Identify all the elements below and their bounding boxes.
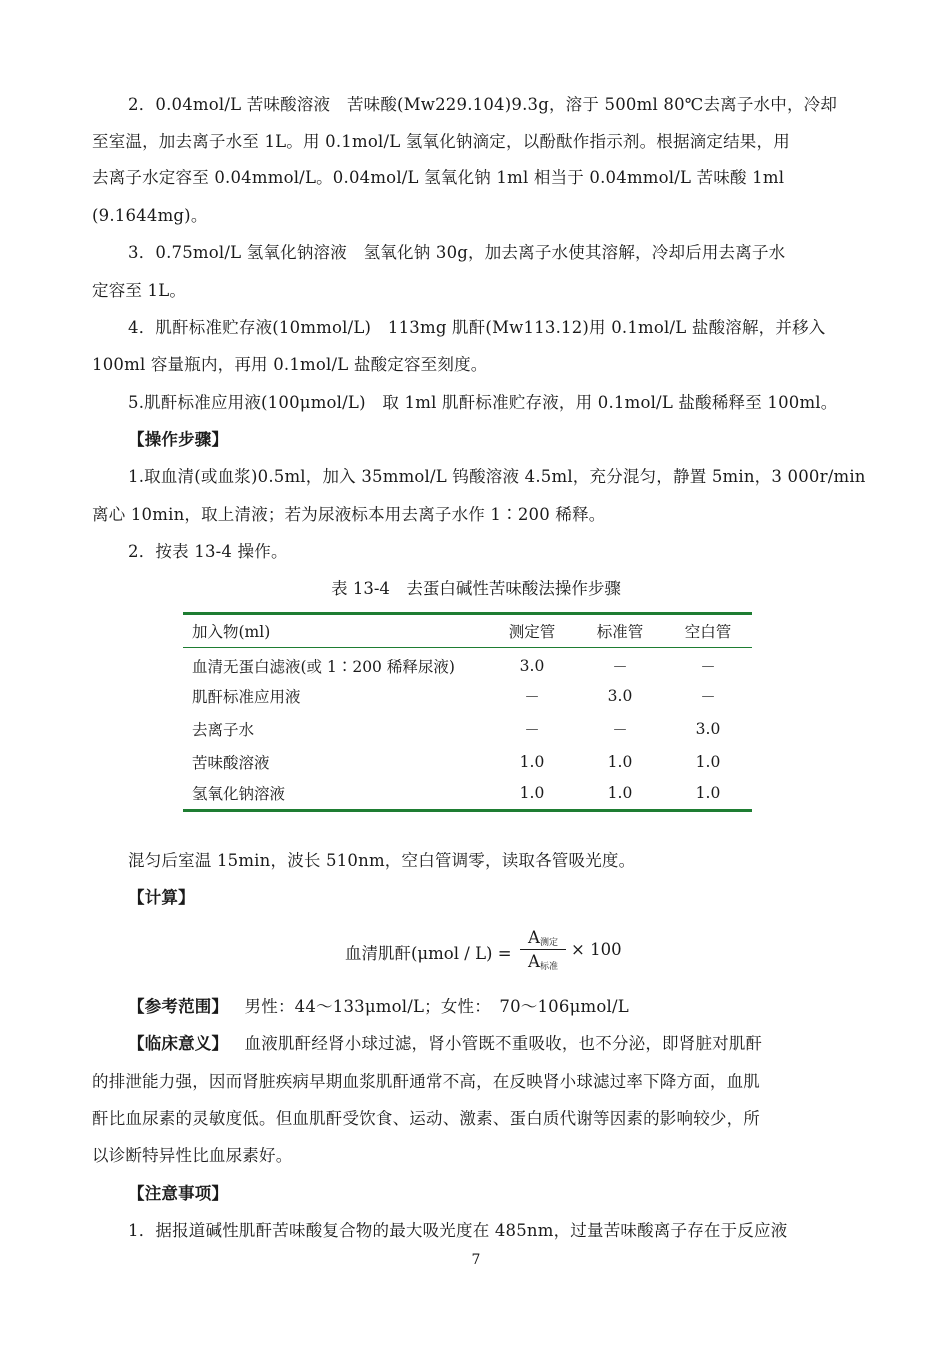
- table-cell: 去离子水: [192, 720, 255, 739]
- column-header: 空白管: [664, 614, 752, 648]
- section-heading-steps: 【操作步骤】: [128, 430, 229, 449]
- clinical-significance-line-3: 酐比血尿素的灵敏度低。但血肌酐受饮食、运动、激素、蛋白质代谢等因素的影响较少，所: [92, 1109, 760, 1128]
- reagent-4-line-2: 100ml 容量瓶内，再用 0.1mol/L 盐酸定容至刻度。: [92, 355, 488, 374]
- table-row: [183, 778, 752, 811]
- table-cell: 3.0: [695, 719, 721, 738]
- note-1-line-1: 1．据报道碱性肌酐苦味酸复合物的最大吸光度在 485nm，过量苦味酸离子存在于反应液: [128, 1221, 788, 1240]
- step-2-line: 2．按表 13-4 操作。: [128, 542, 288, 561]
- column-header: 加入物(ml): [183, 614, 488, 648]
- table-cell: 1.0: [664, 778, 752, 811]
- table-caption: 表 13-4 去蛋白碱性苦味酸法操作步骤: [331, 579, 621, 598]
- table-cell: 苦味酸溶液: [192, 753, 270, 772]
- table-row: [183, 680, 752, 713]
- table-cell: 血清无蛋白滤液(或 1∶200 稀释尿液): [192, 658, 455, 677]
- clinical-significance-line-1: [128, 1034, 898, 1054]
- table-cell: －: [524, 720, 540, 739]
- reagent-5-line-1: 5.肌酐标准应用液(100μmol/L) 取 1ml 肌酐标准贮存液，用 0.1mol/L 盐酸稀释至 100ml。: [128, 393, 838, 412]
- page-number: 7: [471, 1252, 481, 1268]
- section-heading-notes: 【注意事项】: [128, 1184, 229, 1203]
- reference-range-line: [128, 997, 898, 1017]
- reagent-2-line-4: (9.1644mg)。: [92, 206, 208, 225]
- table-cell: 3.0: [607, 687, 633, 706]
- reagent-3-line-1: 3．0.75mol/L 氢氧化钠溶液 氢氧化钠 30g，加去离子水使其溶解，冷却后用去离子水: [128, 243, 786, 262]
- table-cell: 1.0: [519, 752, 545, 771]
- reagent-2-line-3: 去离子水定容至 0.04mmol/L。0.04mol/L 氢氧化钠 1ml 相当于 0.04mmol/L 苦味酸 1ml: [92, 168, 785, 187]
- section-heading-reference: 【参考范围】: [128, 997, 229, 1016]
- table-cell: 1.0: [576, 778, 664, 811]
- table-cell: 3.0: [519, 657, 545, 676]
- section-heading-clinical: 【临床意义】: [128, 1034, 229, 1053]
- column-header: 标准管: [576, 614, 664, 648]
- measurement-instruction: 混匀后室温 15min，波长 510nm，空白管调零，读取各管吸光度。: [128, 851, 636, 870]
- clinical-text-1: 血液肌酐经肾小球过滤，肾小管既不重吸收，也不分泌，即肾脏对肌酐: [244, 1034, 763, 1053]
- clinical-significance-line-4: 以诊断特异性比血尿素好。: [92, 1146, 293, 1165]
- reagent-2-line-1: 2．0.04mol/L 苦味酸溶液 苦味酸(Mw229.104)9.3g，溶于 500ml 80℃去离子水中，冷却: [128, 95, 838, 114]
- reagent-4-line-1: 4．肌酐标准贮存液(10mmol/L) 113mg 肌酐(Mw113.12)用 0.1mol/L 盐酸溶解，并移入: [128, 318, 826, 337]
- section-heading-calculation: 【计算】: [128, 888, 195, 907]
- table-row: [183, 713, 752, 746]
- table-cell: 1.0: [488, 778, 576, 811]
- reference-range-values: 男性：44～133μmol/L；女性： 70～106μmol/L: [244, 997, 629, 1016]
- table-cell: －: [612, 720, 628, 739]
- formula-factor: × 100: [571, 940, 622, 959]
- operation-steps-table: [183, 612, 752, 812]
- reagent-2-line-2: 至室温，加去离子水至 1L。用 0.1mol/L 氢氧化钠滴定，以酚酞作指示剂。根据滴定结果，用: [92, 132, 790, 151]
- table-cell: －: [612, 658, 628, 677]
- reagent-3-line-2: 定容至 1L。: [92, 281, 187, 300]
- formula-denominator: $A_{标准}$: [520, 949, 566, 972]
- table-cell: －: [700, 688, 716, 707]
- formula-numerator: $A_{测定}$: [528, 928, 558, 948]
- table-cell: －: [700, 658, 716, 677]
- step-1-line-1: 1.取血清(或血浆)0.5ml，加入 35mmol/L 钨酸溶液 4.5ml，充分混匀，静置 5min，3 000r/min: [128, 467, 866, 486]
- formula-lhs: 血清肌酐(μmol / L) =: [345, 944, 512, 963]
- table-cell: 氢氧化钠溶液: [183, 778, 488, 811]
- table-cell: －: [524, 688, 540, 707]
- formula-fraction: [520, 928, 566, 972]
- column-header: 测定管: [488, 614, 576, 648]
- step-1-line-2: 离心 10min，取上清液；若为尿液标本用去离子水作 1∶200 稀释。: [92, 505, 606, 524]
- clinical-significance-line-2: 的排泄能力强，因而肾脏疾病早期血浆肌酐通常不高，在反映肾小球滤过率下降方面，血肌: [92, 1072, 760, 1091]
- table-header-row: [183, 614, 752, 648]
- table-cell: 1.0: [695, 752, 721, 771]
- table-row: [183, 648, 752, 681]
- table-row: [183, 745, 752, 778]
- table-cell: 肌酐标准应用液: [192, 688, 301, 707]
- table-cell: 1.0: [607, 752, 633, 771]
